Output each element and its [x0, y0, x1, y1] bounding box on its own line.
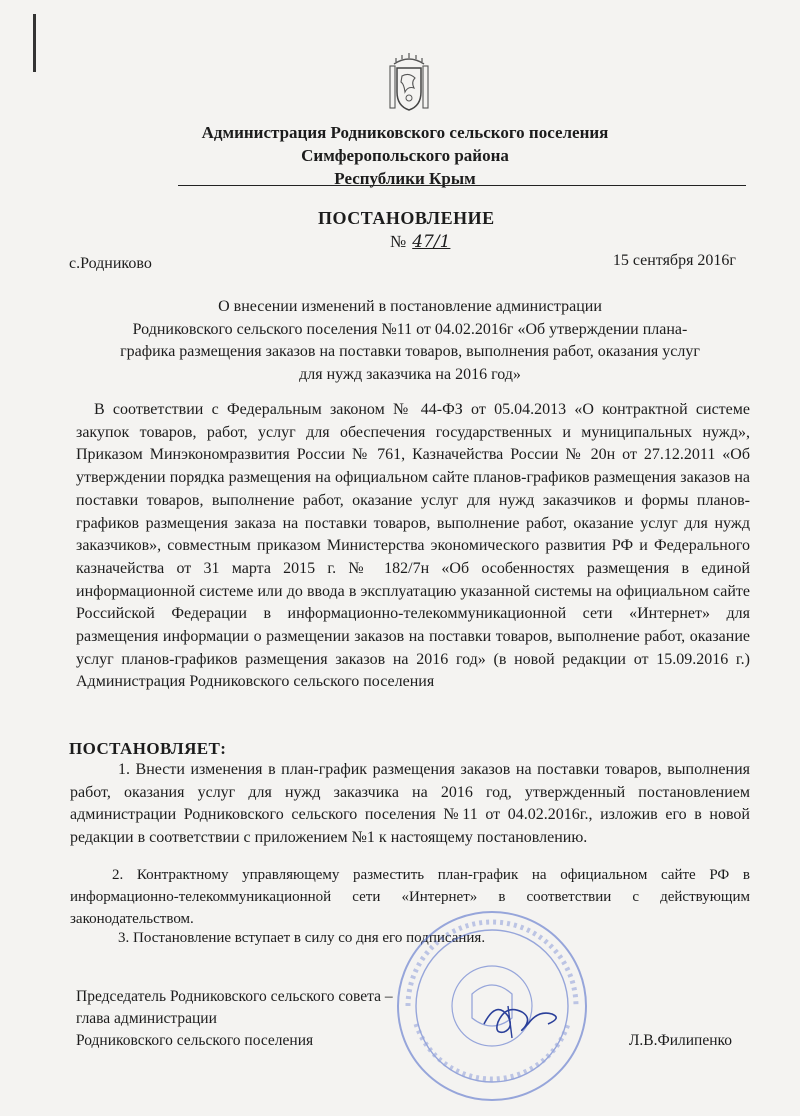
scan-edge-mark: [33, 14, 36, 72]
org-name-line-3: Республики Крым: [334, 169, 476, 188]
subject-line-4: для нужд заказчика на 2016 год»: [299, 365, 521, 383]
resolution-item-2: 2. Контрактному управляющему разместить план-график на официальном сайте РФ в информационно-телекоммуникационной сети «Интернет» в соответствии с действующим законодательством.: [70, 867, 750, 927]
document-number: [390, 232, 450, 252]
resolves-heading: ПОСТАНОВЛЯЕТ:: [69, 739, 227, 758]
header-divider: [178, 185, 746, 186]
handwritten-number: 47/1: [412, 232, 451, 252]
signer-name: Л.В.Филипенко: [628, 1032, 732, 1049]
signer-title-line-2: глава администрации: [76, 1010, 217, 1027]
document-subject: [80, 296, 740, 386]
crimea-coat-of-arms-icon: [384, 52, 434, 114]
preamble-paragraph: В соответствии с Федеральным законом № 44-ФЗ от 05.04.2013 «О контрактной системе закупок товаров, работ, услуг для обеспечения государственных и муниципальных нужд», Приказом Минэкономразвития России № 761, Казначейства России № 20н от 27.12.2011 «Об утверждении порядка размещения на официальном сайте планов-графиков размещения заказов на поставки товаров, выполнение работ, оказание услуг для нужд заказчиков и формы планов-графиков размещения заказа на поставки товаров, выполнение работ, оказание услуг для нужд заказчиков», совместным приказом Министерства экономического развития РФ и Федерального казначейства от 31 марта 2015 г. № 182/7н «Об особенностях размещения в единой информационной системе или до ввода в эксплуатацию указанной системы на официальном сайте Российской Федерации в информационно-телекоммуникационной сети «Интернет» для размещения информации о размещении заказов на поставки товаров, выполнение работ, оказание услуг планов-графиков размещения заказов на 2016 год» (в новой редакции от 15.09.2016 г.) Администрация Родниковского сельского поселения: [76, 401, 750, 691]
handwritten-signature: [478, 994, 568, 1040]
signer-title: [76, 986, 393, 1052]
subject-line-1: О внесении изменений в постановление администрации: [218, 298, 602, 315]
subject-line-3: графика размещения заказов на поставки товаров, выполнения работ, оказания услуг: [120, 343, 700, 360]
number-sign: №: [390, 232, 407, 251]
signer-title-line-3: Родниковского сельского поселения: [76, 1032, 314, 1049]
resolution-item-1: 1. Внести изменения в план-график размещения заказов на поставки товаров, выполнения работ, оказания услуг для нужд заказчика на 2016 год, утвержденный постановлением администрации Родниковского сельского поселения №11 от 04.02.2016г., изложив его в новой редакции в соответствии с приложением №1 к настоящему постановлению.: [70, 761, 750, 846]
signer-title-line-1: Председатель Родниковского сельского совета –: [76, 988, 393, 1005]
document-date: 15 сентября 2016г: [612, 252, 736, 269]
document-title: ПОСТАНОВЛЕНИЕ: [318, 208, 495, 228]
resolution-item-3: 3. Постановление вступает в силу со дня его подписания.: [118, 930, 486, 946]
org-name-line-1: Администрация Родниковского сельского поселения: [201, 123, 609, 142]
subject-line-2: Родниковского сельского поселения №11 от 04.02.2016г «Об утверждении плана-: [132, 320, 688, 338]
document-place: с.Родниково: [69, 255, 152, 272]
organization-header: [120, 121, 690, 190]
org-name-line-2: Симферопольского района: [301, 146, 509, 165]
